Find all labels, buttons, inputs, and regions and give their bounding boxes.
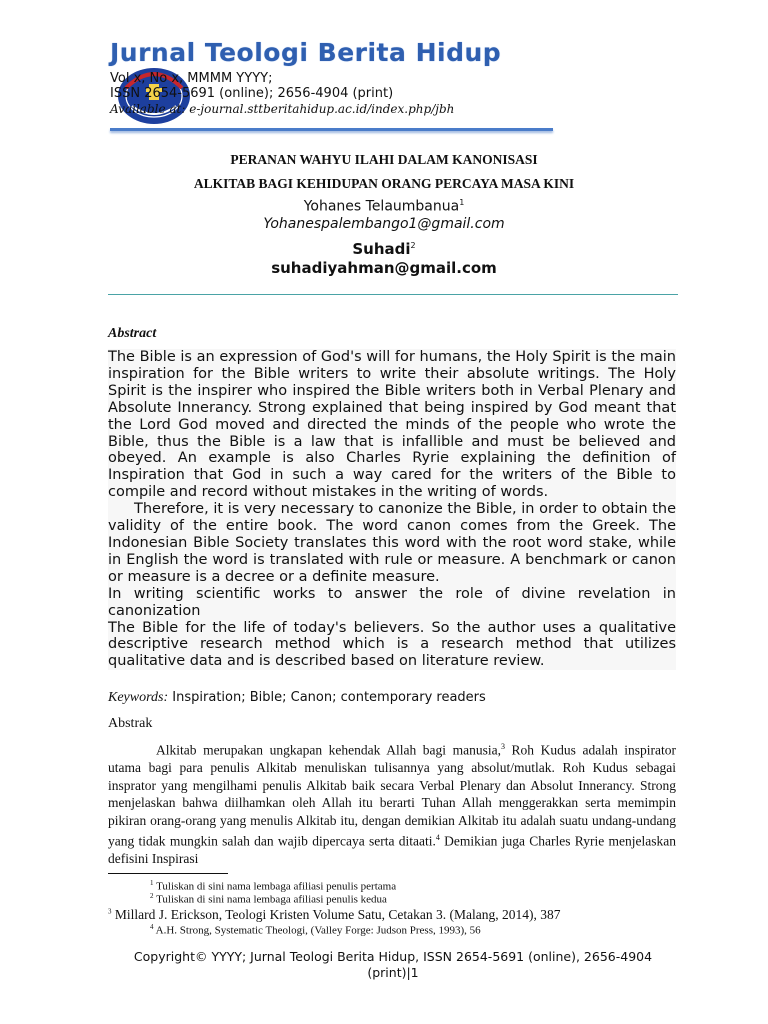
abstrak-body: [108, 738, 676, 868]
author-2-email[interactable]: suhadiyahman@gmail.com: [271, 259, 497, 277]
keywords-text: Inspiration; Bible; Canon; contemporary readers: [172, 690, 486, 705]
footnote-ref[interactable]: 3: [500, 742, 505, 751]
title-divider: [108, 294, 678, 295]
website-link[interactable]: Available at: e-journal.sttberitahidup.ac.id/index.php/jbh: [110, 102, 455, 116]
footer-page-number: (print)|1: [367, 965, 419, 980]
abstract-heading: Abstract: [108, 326, 157, 341]
journal-name: Jurnal Teologi Berita Hidup: [110, 38, 502, 67]
footnote: $^2$ Tuliskan di sini nama lembaga afiliasi penulis kedua: [150, 892, 387, 906]
abstract-paragraph: Therefore, it is very necessary to canonize the Bible, in order to obtain the validity of the entire book. The word canon comes from the Greek. The Indonesian Bible Society translates this word with the root word stake, while in English the word is translated with rule or measure. A benchmark or canon or measure is a decree or a definite measure.: [108, 501, 676, 585]
footnote: $^3$ Millard J. Erickson, Teologi Kristen Volume Satu, Cetakan 3. (Malang, 2014), 387: [108, 907, 561, 922]
footnote-divider: [108, 873, 228, 874]
issn-line: ISSN 2654-5691 (online); 2656-4904 (print): [110, 86, 394, 101]
article-title-line1: PERANAN WAHYU ILAHI DALAM KANONISASI: [230, 152, 538, 167]
footnote: $^1$ Tuliskan di sini nama lembaga afiliasi penulis pertama: [150, 879, 397, 893]
abstract-body: [108, 349, 676, 670]
volume-line: Vol x, No x, MMMM YYYY;: [110, 71, 273, 86]
abstract-paragraph: In writing scientific works to answer the role of divine revelation in canonization: [108, 585, 676, 619]
author-2-name: Suhadi$^2$: [352, 240, 416, 258]
page-footer: [100, 949, 686, 981]
keywords-line: [108, 690, 486, 706]
author-1-email[interactable]: Yohanespalembango1@gmail.com: [263, 216, 505, 232]
header-divider: [110, 128, 553, 131]
abstrak-paragraph: Alkitab merupakan ungkapan kehendak Allah bagi manusia,$^3$ Roh Kudus adalah inspirator utama bagi para penulis Alkitab menuliskan tulisannya yang absolut/mutlak. Roh Kudus sebagai insprator yang mengilhami penulis Alkitab baik secara Verbal Plenary dan Absolut Innerancy. Strong menjelaskan bahwa diilhamkan oleh Allah itu berarti Tuhan Allah menggerakkan serta memimpin pikiran orang-orang yang menulis Alkitab itu, dengan demikian Alkitab itu adalah suatu undang-undang yang tidak mungkin salah dan wajib dipercaya serta ditaati.$^4$ Demikian juga Charles Ryrie menjelaskan defisini Inspirasi: [108, 742, 677, 866]
article-title-line2: ALKITAB BAGI KEHIDUPAN ORANG PERCAYA MASA KINI: [193, 176, 575, 191]
footnote: $^4$ A.H. Strong, Systematic Theologi, (Valley Forge: Judson Press, 1993), 56: [150, 923, 481, 937]
footnote-ref[interactable]: 4: [435, 833, 440, 842]
abstract-paragraph: The Bible for the life of today's believers. So the author uses a qualitative descriptive research method which is a research method that utilizes qualitative data and is described based on literature review.: [108, 619, 676, 670]
abstract-paragraph: The Bible is an expression of God's will for humans, the Holy Spirit is the main inspiration for the Bible writers to write their absolute writings. The Holy Spirit is the inspirer who inspired the Bible writers both in Verbal Plenary and Absolute Innerancy. Strong explained that being inspired by God meant that the Lord God moved and directed the minds of the people who wrote the Bible, thus the Bible is a law that is infallible and must be believed and obeyed. An example is also Charles Ryrie explaining the definition of Inspiration that God in such a way cared for the writers of the Bible to compile and record without mistakes in the writing of words.: [108, 349, 676, 501]
author-1-name: Yohanes Telaumbanua$^1$: [303, 198, 465, 215]
footer-copyright: Copyright© YYYY; Jurnal Teologi Berita Hidup, ISSN 2654-5691 (online), 2656-4904: [133, 949, 653, 964]
keywords-label: Keywords:: [108, 690, 169, 705]
abstrak-heading: Abstrak: [108, 716, 153, 731]
